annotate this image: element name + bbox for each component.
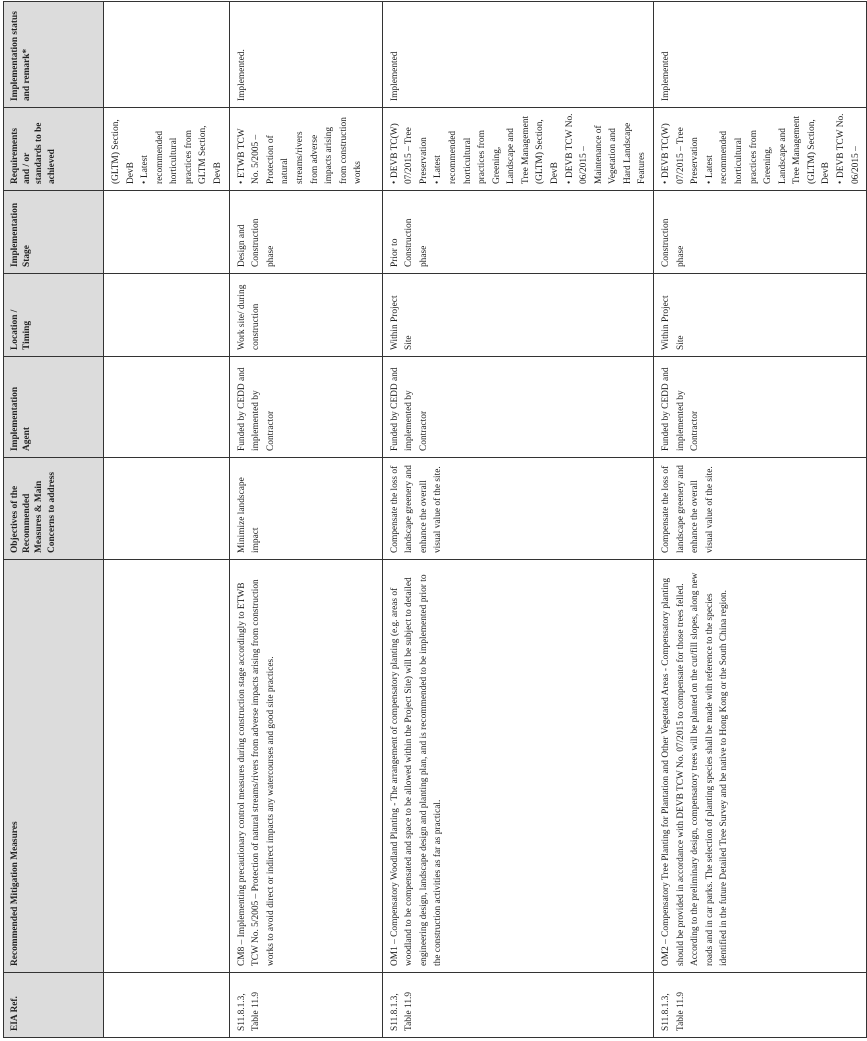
- bullet-icon: •: [433, 180, 444, 184]
- rotated-table-wrapper: [3, 2, 861, 1038]
- requirements-list: [138, 113, 225, 184]
- requirements-list: [659, 113, 863, 184]
- cell-measure: OM1 – Compensatory Woodland Planting - The arrangement of compensatory planting (e.g. areas of woodland to be compensated and space to be allowed within the Project Site) will be subject to detailed engineering design, landscape design and planting plan, and is recommended to be implemented prior to the construction activities as far as practical.: [382, 560, 653, 973]
- mitigation-measures-table: [3, 1, 867, 1038]
- bullet-icon: •: [835, 180, 846, 184]
- table-row: [229, 2, 382, 1038]
- list-item: [703, 113, 834, 184]
- requirement-text: Latest recommended horticultural practices from GLTM Section, DevB: [140, 125, 224, 184]
- cell-objective: Minimize landscape impact: [229, 458, 382, 560]
- bullet-icon: •: [389, 180, 400, 184]
- requirement-text: DEVB TC(W) 07/2015 – Tree Preservation: [661, 123, 701, 184]
- cell-measure: CM8 – Implementing precautionary control measures during construction stage accordingly to ETWB TCW No. 5/2005 – Protection of natural streams/rivers from adverse impacts arising from construction works to avoid direct or indirect impacts any watercourses and good site practices.: [229, 560, 382, 973]
- cell-location: Within Project Site: [654, 274, 867, 357]
- cell-agent: [104, 357, 230, 458]
- cell-measure: OM2 – Compensatory Tree Planting for Plantation and Other Vegetated Areas - Compensatory planting should be provided in accordance with DEVB TCW No. 07/2015 to compensate for those trees felled. According to the preliminary design, compensatory trees will be planted on the cut/fill slopes, along new roads and in car parks. The selection of planting species shall be made with reference to the species identified in the future Detailed Tree Survey and be native to Hong Kong or the South China region.: [654, 560, 867, 973]
- list-item: [659, 113, 703, 184]
- cell-eia-ref: S11.8.1.3, Table 11.9: [654, 973, 867, 1038]
- bullet-icon: •: [140, 180, 151, 184]
- requirement-text: ETWB TCW No. 5/2005 – Protection of natural streams/rivers from adverse impacts arising from construction works: [236, 117, 364, 184]
- cell-requirements: [104, 108, 230, 191]
- requirement-text: DEVB TCW No. 06/2015 – Maintenance of Vegetation and Hard Landscape Features: [564, 113, 648, 184]
- cell-measure: [104, 560, 230, 973]
- cell-eia-ref: S11.8.1.3, Table 11.9: [229, 973, 382, 1038]
- header-status: Implementation status and remark*: [4, 2, 104, 108]
- requirements-list: [235, 113, 366, 184]
- cell-status: Implemented: [654, 2, 867, 108]
- header-eia-ref: EIA Ref.: [4, 973, 104, 1038]
- cell-stage: [104, 191, 230, 274]
- cell-stage: Construction phase: [654, 191, 867, 274]
- cell-objective: Compensate the loss of landscape greenery and enhance the overall visual value of the site.: [654, 458, 867, 560]
- list-item: [138, 113, 225, 184]
- header-agent: Implementation Agent: [4, 357, 104, 458]
- cell-agent: Funded by CEDD and implemented by Contractor: [654, 357, 867, 458]
- cell-agent: Funded by CEDD and implemented by Contractor: [382, 357, 653, 458]
- list-item: [431, 113, 562, 184]
- list-item: [388, 113, 432, 184]
- cell-location: [104, 274, 230, 357]
- header-measures: Recommended Mitigation Measures: [4, 560, 104, 973]
- header-stage: Implementation Stage: [4, 191, 104, 274]
- requirement-text: DEVB TCW No. 06/2015 –: [835, 113, 861, 184]
- table-row: [382, 2, 653, 1038]
- cell-requirements: [654, 108, 867, 191]
- requirement-text: DEVB TC(W) 07/2015 – Tree Preservation: [389, 123, 429, 184]
- list-item: [834, 113, 863, 184]
- cell-status: Implemented.: [229, 2, 382, 108]
- cell-stage: Design and Construction phase: [229, 191, 382, 274]
- cell-requirements: [229, 108, 382, 191]
- requirement-text: Latest recommended horticultural practices from Greening, Landscape and Tree Management (GLTM) Section, DevB: [433, 115, 560, 184]
- cell-objective: [104, 458, 230, 560]
- header-requirements: Requirements and / or standards to be achieved: [4, 108, 104, 191]
- bullet-icon: •: [661, 180, 672, 184]
- list-item: [563, 113, 650, 184]
- cell-location: Work site/ during construction: [229, 274, 382, 357]
- requirement-text: Latest recommended horticultural practices from Greening, Landscape and Tree Management (GLTM) Section, DevB: [704, 115, 832, 184]
- list-item: [235, 113, 366, 184]
- bullet-icon: •: [564, 180, 575, 184]
- cell-objective: Compensate the loss of landscape greenery and enhance the overall visual value of the site.: [382, 458, 653, 560]
- cell-eia-ref: S11.8.1.3, Table 11.9: [382, 973, 653, 1038]
- cell-agent: Funded by CEDD and implemented by Contractor: [229, 357, 382, 458]
- cell-eia-ref: [104, 973, 230, 1038]
- cell-requirements: [382, 108, 653, 191]
- requirements-list: [388, 113, 650, 184]
- cell-location: Within Project Site: [382, 274, 653, 357]
- bullet-icon: •: [236, 180, 247, 184]
- cell-status: [104, 2, 230, 108]
- header-location: Location / Timing: [4, 274, 104, 357]
- table-row: [654, 2, 867, 1038]
- table-row: [104, 2, 230, 1038]
- header-objectives: Objectives of the Recommended Measures & Main Concerns to address: [4, 458, 104, 560]
- bullet-icon: •: [704, 180, 715, 184]
- header-row: [4, 2, 104, 1038]
- cell-stage: Prior to Construction phase: [382, 191, 653, 274]
- requirements-continued-text: (GLTM) Section, DevB: [111, 119, 136, 184]
- cell-status: Implemented: [382, 2, 653, 108]
